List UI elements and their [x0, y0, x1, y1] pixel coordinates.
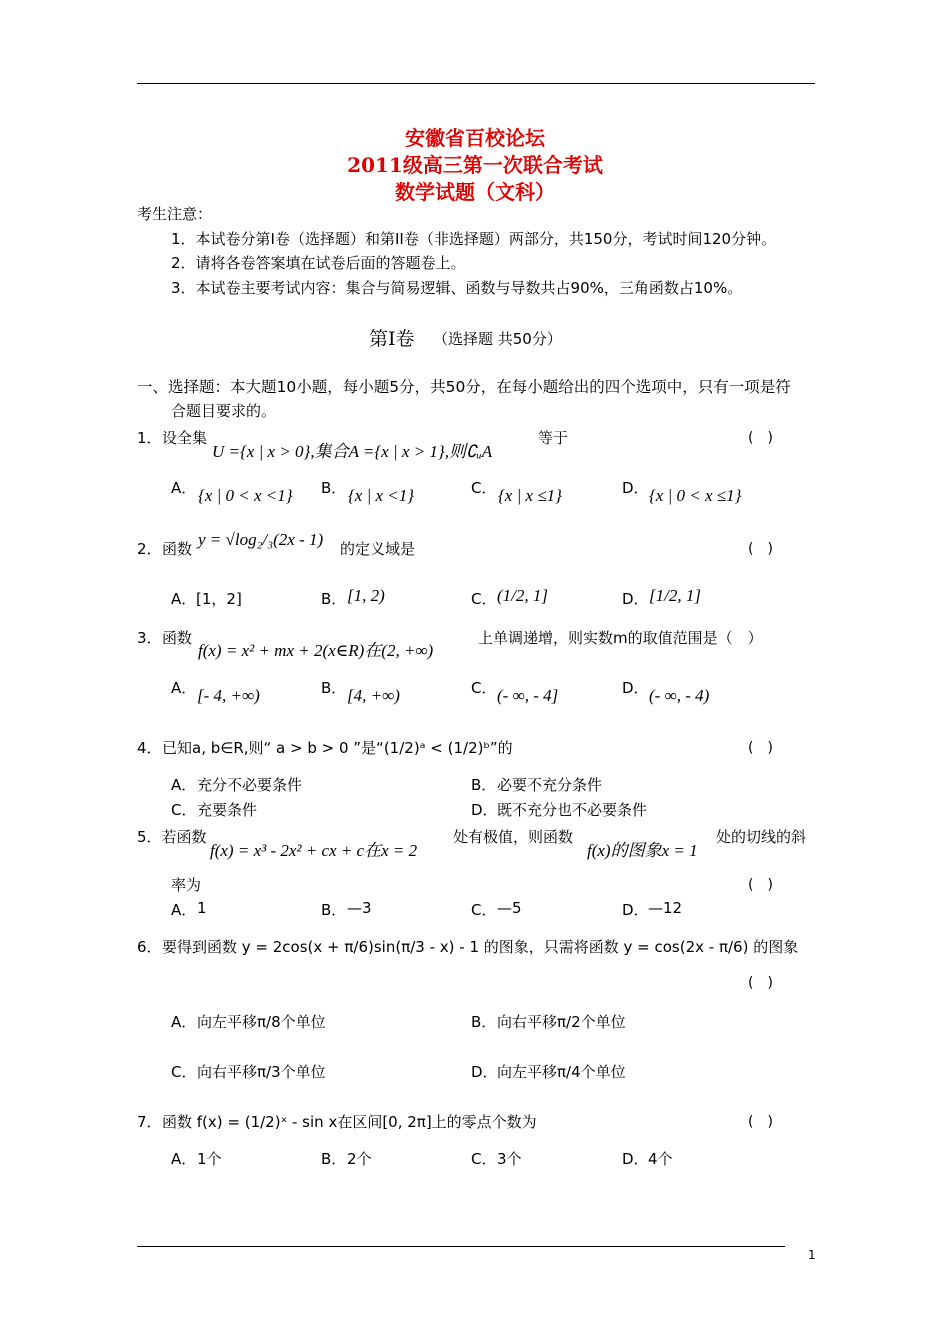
question-number: 1． [137, 429, 162, 447]
answer-bracket: ( ) [748, 541, 773, 557]
option-label-a: A． [171, 1150, 197, 1168]
notice-heading: 考生注意： [137, 205, 213, 223]
question-number: 2． [137, 540, 162, 558]
option-label-d: D． [622, 679, 649, 697]
option-c: (1/2, 1] [497, 586, 548, 605]
option-b: 必要不充分条件 [497, 776, 603, 794]
option-a: 1 [197, 899, 207, 917]
answer-bracket: ( ) [748, 1114, 773, 1130]
option-d: —12 [648, 899, 683, 917]
question-formula: U ={x | x > 0},集合A ={x | x > 1},则∁ᵤA [212, 442, 493, 461]
option-c: —5 [497, 899, 522, 917]
option-b: —3 [347, 899, 372, 917]
option-label-b: B． [321, 679, 347, 697]
question-formula-2: f(x)的图象x = 1 [587, 841, 698, 860]
option-label-d: D． [622, 901, 649, 919]
answer-bracket: ( ) [748, 877, 773, 893]
option-label-d: D． [471, 801, 498, 819]
question-formula: f(x) = x³ - 2x² + cx + c在x = 2 [210, 841, 418, 860]
option-label-c: C． [171, 1063, 197, 1081]
subject-title: 数学试题（文科） [395, 180, 555, 204]
option-label-b: B． [471, 1013, 497, 1031]
question-text: 函数 f(x) = (1/2)ˣ - sin x在区间[0, 2π]上的零点个数为 [162, 1113, 537, 1131]
option-d: 既不充分也不必要条件 [497, 801, 648, 819]
option-label-b: B． [321, 479, 347, 497]
section-intro-1: 一、选择题：本大题10小题，每小题5分，共50分，在每小题给出的四个选项中，只有一项是符 [137, 378, 791, 396]
option-d: [1/2, 1] [649, 586, 701, 605]
option-label-d: D． [622, 1150, 649, 1168]
option-a: 1个 [197, 1150, 222, 1168]
footer-rule [137, 1246, 785, 1247]
question-number: 6． [137, 938, 162, 956]
option-label-a: A． [171, 590, 197, 608]
option-label-b: B． [321, 1150, 347, 1168]
option-c: 向右平移π/3个单位 [197, 1063, 326, 1081]
notice-item-3: 3．本试卷主要考试内容：集合与简易逻辑、函数与导数共占90%，三角函数占10%。 [171, 279, 743, 297]
option-a: [- 4, +∞) [197, 686, 260, 705]
option-label-b: B． [321, 590, 347, 608]
option-c: 3个 [497, 1150, 522, 1168]
question-tail: 上单调递增，则实数m的取值范围是（ ） [478, 629, 763, 647]
option-b: 向右平移π/2个单位 [497, 1013, 626, 1031]
option-label-a: A． [171, 479, 197, 497]
option-label-c: C． [471, 479, 497, 497]
option-b: {x | x <1} [348, 486, 415, 505]
option-label-c: C． [471, 1150, 497, 1168]
option-label-a: A． [171, 901, 197, 919]
question-formula: f(x) = x² + mx + 2(x∈R)在(2, +∞) [198, 641, 434, 660]
option-a: 向左平移π/8个单位 [197, 1013, 326, 1031]
option-d: {x | 0 < x ≤1} [649, 486, 742, 505]
question-text: 已知a, b∈R,则“ a > b > 0 ”是“(1/2)ᵃ < (1/2)ᵇ”的 [162, 739, 513, 757]
question-formula: y = √log₂/₃(2x - 1) [198, 530, 324, 549]
question-line-2: 率为 [171, 876, 202, 894]
option-label-d: D． [471, 1063, 498, 1081]
option-label-c: C． [471, 901, 497, 919]
question-number: 7． [137, 1113, 162, 1131]
answer-bracket: ( ) [748, 975, 773, 991]
question-tail: 处的切线的斜 [716, 828, 807, 846]
notice-item-1: 1．本试卷分第Ⅰ卷（选择题）和第II卷（非选择题）两部分，共150分，考试时间120分钟。 [171, 230, 777, 248]
question-number: 3． [137, 629, 162, 647]
option-d: 向左平移π/4个单位 [497, 1063, 626, 1081]
option-label-c: C． [471, 590, 497, 608]
notice-item-2: 2．请将各卷答案填在试卷后面的答题卷上。 [171, 254, 466, 272]
question-mid: 处有极值，则函数 [453, 828, 574, 846]
header-rule [137, 83, 815, 84]
option-b: 2个 [347, 1150, 372, 1168]
question-text: 函数 [162, 629, 193, 647]
option-a: {x | 0 < x <1} [198, 486, 293, 505]
option-a: [1，2] [196, 590, 242, 608]
part-subtitle: （选择题 共50分） [433, 330, 562, 348]
option-label-c: C． [171, 801, 197, 819]
option-d: 4个 [648, 1150, 673, 1168]
option-b: [1, 2) [347, 586, 385, 605]
option-d: (- ∞, - 4) [649, 686, 710, 705]
option-a: 充分不必要条件 [197, 776, 303, 794]
option-label-b: B． [321, 901, 347, 919]
option-label-a: A． [171, 679, 197, 697]
option-label-c: C． [471, 679, 497, 697]
question-text: 设全集 [162, 429, 208, 447]
question-text: 函数 [162, 540, 193, 558]
option-c: 充要条件 [197, 801, 258, 819]
question-number: 4． [137, 739, 162, 757]
question-text: 要得到函数 y = 2cos(x + π/6)sin(π/3 - x) - 1 的图象，只需将函数 y = cos(2x - π/6) 的图象 [162, 938, 799, 956]
option-label-b: B． [471, 776, 497, 794]
option-b: [4, +∞) [347, 686, 400, 705]
part-title: 第Ⅰ卷 [369, 328, 415, 350]
option-label-d: D． [622, 479, 649, 497]
answer-bracket: ( ) [748, 740, 773, 756]
option-label-d: D． [622, 590, 649, 608]
school-title: 安徽省百校论坛 [405, 126, 545, 150]
page-number: 1 [808, 1248, 816, 1262]
exam-title: 2011级高三第一次联合考试 [347, 153, 603, 177]
option-label-a: A． [171, 1013, 197, 1031]
question-number: 5．若函数 [137, 828, 207, 846]
answer-bracket: ( ) [748, 430, 773, 446]
option-label-a: A． [171, 776, 197, 794]
option-c: {x | x ≤1} [498, 486, 562, 505]
question-tail: 的定义域是 [340, 540, 416, 558]
option-c: (- ∞, - 4] [497, 686, 559, 705]
section-intro-2: 合题目要求的。 [171, 402, 277, 420]
question-tail: 等于 [538, 429, 569, 447]
